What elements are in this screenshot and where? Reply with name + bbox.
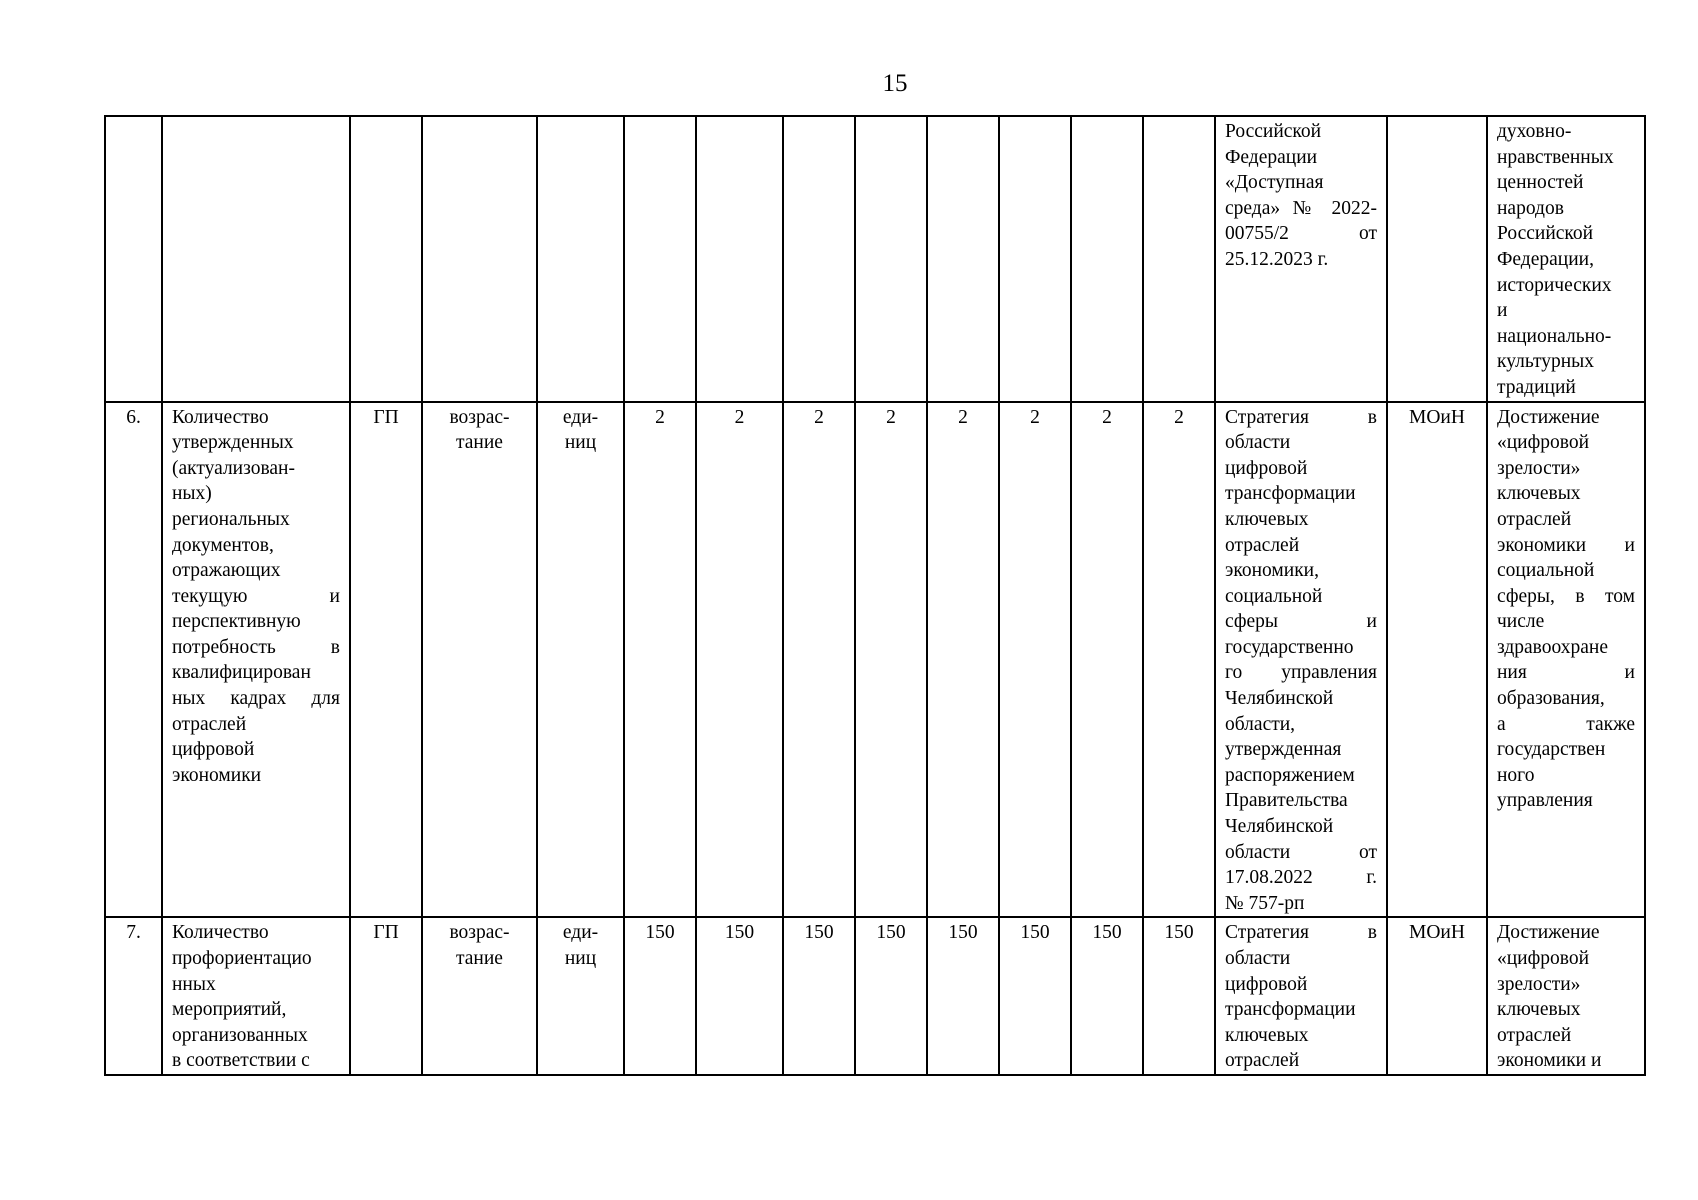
year-value <box>696 116 783 402</box>
basis-document-line: распоряжением <box>1225 764 1355 786</box>
year-value: 2 <box>1071 402 1143 918</box>
indicator-name-line: отраслей <box>172 713 247 735</box>
indicator-name-line: цифровой <box>172 739 255 761</box>
national-goal-line: народов <box>1497 197 1564 219</box>
indicator-direction-line: возрас- <box>449 922 510 944</box>
national-goal-line: зрелости» <box>1497 973 1581 995</box>
row-number: 6. <box>105 402 162 918</box>
basis-document-line: социальной <box>1225 585 1323 607</box>
year-value: 150 <box>783 917 855 1075</box>
indicator-type: ГП <box>350 917 422 1075</box>
year-value: 2 <box>855 402 927 918</box>
national-goal-line: «цифровой <box>1497 432 1590 454</box>
basis-document-line: утвержденная <box>1225 739 1342 761</box>
basis-document-line: Челябинской <box>1225 688 1334 710</box>
indicator-name-line: текущую и <box>172 585 340 607</box>
year-value: 150 <box>1071 917 1143 1075</box>
indicator-unit-line: ниц <box>564 948 597 969</box>
national-goal-line: ния и <box>1497 662 1635 684</box>
indicator-name-line: ных кадрах для <box>172 688 340 710</box>
basis-document-line: государственно <box>1225 636 1354 658</box>
indicator-name-line: (актуализован- <box>172 457 295 479</box>
indicator-direction <box>422 917 537 1075</box>
basis-document-line: отраслей <box>1225 534 1300 556</box>
year-value: 2 <box>624 402 696 918</box>
national-goal-line: числе <box>1497 611 1545 633</box>
basis-document-line: Российской <box>1225 121 1322 142</box>
indicator-direction <box>422 116 537 402</box>
basis-document-line: области <box>1225 432 1291 454</box>
indicator-name-line: региональных <box>172 508 290 530</box>
indicator-unit <box>537 116 624 402</box>
national-goal-line: Российской <box>1497 223 1594 245</box>
national-goal-line: Достижение <box>1497 406 1600 428</box>
national-goal-line: здравоохране <box>1497 636 1609 658</box>
national-goal-line: экономики и <box>1497 534 1635 556</box>
year-value <box>783 116 855 402</box>
basis-document <box>1215 116 1387 402</box>
national-goal-line: традиций <box>1497 376 1576 398</box>
indicator-type <box>350 116 422 402</box>
year-value: 150 <box>999 917 1071 1075</box>
year-value: 2 <box>783 402 855 918</box>
year-value: 2 <box>696 402 783 918</box>
year-value: 2 <box>1143 402 1215 918</box>
basis-document <box>1215 917 1387 1075</box>
national-goal <box>1487 917 1645 1075</box>
year-value <box>1143 116 1215 402</box>
basis-document-line: ключевых <box>1225 1024 1309 1046</box>
basis-document-line: 00755/2 от <box>1225 223 1377 245</box>
national-goal-line: ценностей <box>1497 172 1584 194</box>
basis-document-line: «Доступная <box>1225 172 1324 194</box>
basis-document-line: № 757-рп <box>1225 892 1305 914</box>
national-goal-line: социальной <box>1497 560 1595 582</box>
table-row <box>105 402 1645 918</box>
basis-document-line: области <box>1225 948 1291 969</box>
row-number <box>105 116 162 402</box>
national-goal-line: управления <box>1497 790 1593 812</box>
indicator-name-line: документов, <box>172 534 274 556</box>
indicators-table <box>104 115 1646 1076</box>
year-value: 2 <box>999 402 1071 918</box>
indicator-direction-line: тание <box>456 948 503 969</box>
basis-document-line: цифровой <box>1225 973 1308 995</box>
basis-document-line: отраслей <box>1225 1050 1300 1072</box>
year-value: 150 <box>1143 917 1215 1075</box>
indicator-unit-line: еди- <box>562 922 599 944</box>
year-value <box>1071 116 1143 402</box>
indicator-name-line: экономики <box>172 764 262 786</box>
indicator-name-line: потребность в <box>172 636 340 658</box>
indicator-name-line: профориентацио <box>172 948 312 969</box>
basis-document-line: области, <box>1225 713 1296 735</box>
indicator-direction <box>422 402 537 918</box>
page-number: 15 <box>882 70 908 97</box>
indicator-unit-line: ниц <box>564 432 597 454</box>
responsible-body: МОиН <box>1387 917 1487 1075</box>
year-value: 150 <box>624 917 696 1075</box>
national-goal-line: «цифровой <box>1497 948 1590 969</box>
indicator-unit-line: еди- <box>562 406 599 428</box>
indicator-direction-line: тание <box>456 432 503 454</box>
national-goal-line: отраслей <box>1497 508 1572 530</box>
indicator-name-line: утвержденных <box>172 432 294 454</box>
basis-document-line: 17.08.2022 г. <box>1225 867 1377 889</box>
basis-document-line: Стратегия в <box>1225 922 1377 944</box>
indicator-name-line: нных <box>172 973 216 995</box>
indicator-name-line: отражающих <box>172 560 281 582</box>
national-goal-line: ного <box>1497 764 1535 786</box>
national-goal-line: и <box>1497 300 1508 322</box>
basis-document-line: области от <box>1225 841 1377 863</box>
year-value <box>999 116 1071 402</box>
national-goal-line: ключевых <box>1497 483 1581 505</box>
national-goal-line: исторических <box>1497 274 1612 296</box>
year-value: 2 <box>927 402 999 918</box>
basis-document-line: сферы и <box>1225 611 1377 633</box>
national-goal <box>1487 402 1645 918</box>
year-value <box>624 116 696 402</box>
table-row <box>105 917 1645 1075</box>
indicator-type: ГП <box>350 402 422 918</box>
national-goal-line: государствен <box>1497 739 1606 761</box>
indicator-name-line: мероприятий, <box>172 999 287 1021</box>
table-row <box>105 116 1645 402</box>
indicator-name-line: Количество <box>172 922 269 944</box>
national-goal-line: нравственных <box>1497 146 1614 168</box>
year-value: 150 <box>696 917 783 1075</box>
basis-document-line: Правительства <box>1225 790 1348 812</box>
year-value <box>927 116 999 402</box>
national-goal-line: национально- <box>1497 325 1612 347</box>
national-goal-line: отраслей <box>1497 1024 1572 1046</box>
basis-document-line: 25.12.2023 г. <box>1225 248 1329 270</box>
indicator-unit <box>537 917 624 1075</box>
indicator-name-line: ных) <box>172 483 212 505</box>
national-goal-line: экономики и <box>1497 1050 1602 1072</box>
basis-document-line: экономики, <box>1225 560 1319 582</box>
indicator-unit <box>537 402 624 918</box>
indicator-name <box>162 402 350 918</box>
basis-document-line: ключевых <box>1225 508 1309 530</box>
national-goal <box>1487 116 1645 402</box>
national-goal-line: ключевых <box>1497 999 1581 1021</box>
national-goal-line: культурных <box>1497 351 1595 373</box>
basis-document <box>1215 402 1387 918</box>
basis-document-line: среда» № 2022- <box>1225 197 1377 219</box>
indicator-direction-line: возрас- <box>449 406 510 428</box>
indicator-name-line: Количество <box>172 406 269 428</box>
national-goal-line: а также <box>1497 713 1635 735</box>
indicator-name-line: квалифицирован <box>172 662 311 684</box>
indicator-name-line: организованных <box>172 1024 308 1046</box>
basis-document-line: трансформации <box>1225 483 1356 505</box>
basis-document-line: цифровой <box>1225 457 1308 479</box>
basis-document-line: Стратегия в <box>1225 406 1377 428</box>
national-goal-line: духовно- <box>1497 121 1572 142</box>
responsible-body: МОиН <box>1387 402 1487 918</box>
basis-document-line: трансформации <box>1225 999 1356 1021</box>
national-goal-line: Федерации, <box>1497 248 1594 270</box>
indicator-name-line: перспективную <box>172 611 301 633</box>
year-value: 150 <box>855 917 927 1075</box>
indicator-name <box>162 917 350 1075</box>
basis-document-line: Федерации <box>1225 146 1318 168</box>
year-value <box>855 116 927 402</box>
national-goal-line: сферы, в том <box>1497 585 1635 607</box>
row-number: 7. <box>105 917 162 1075</box>
national-goal-line: зрелости» <box>1497 457 1581 479</box>
indicator-name-line: в соответствии с <box>172 1050 310 1072</box>
year-value: 150 <box>927 917 999 1075</box>
national-goal-line: образования, <box>1497 688 1605 710</box>
basis-document-line: Челябинской <box>1225 816 1334 838</box>
indicator-name <box>162 116 350 402</box>
basis-document-line: го управления <box>1225 662 1377 684</box>
national-goal-line: Достижение <box>1497 922 1600 944</box>
responsible-body <box>1387 116 1487 402</box>
